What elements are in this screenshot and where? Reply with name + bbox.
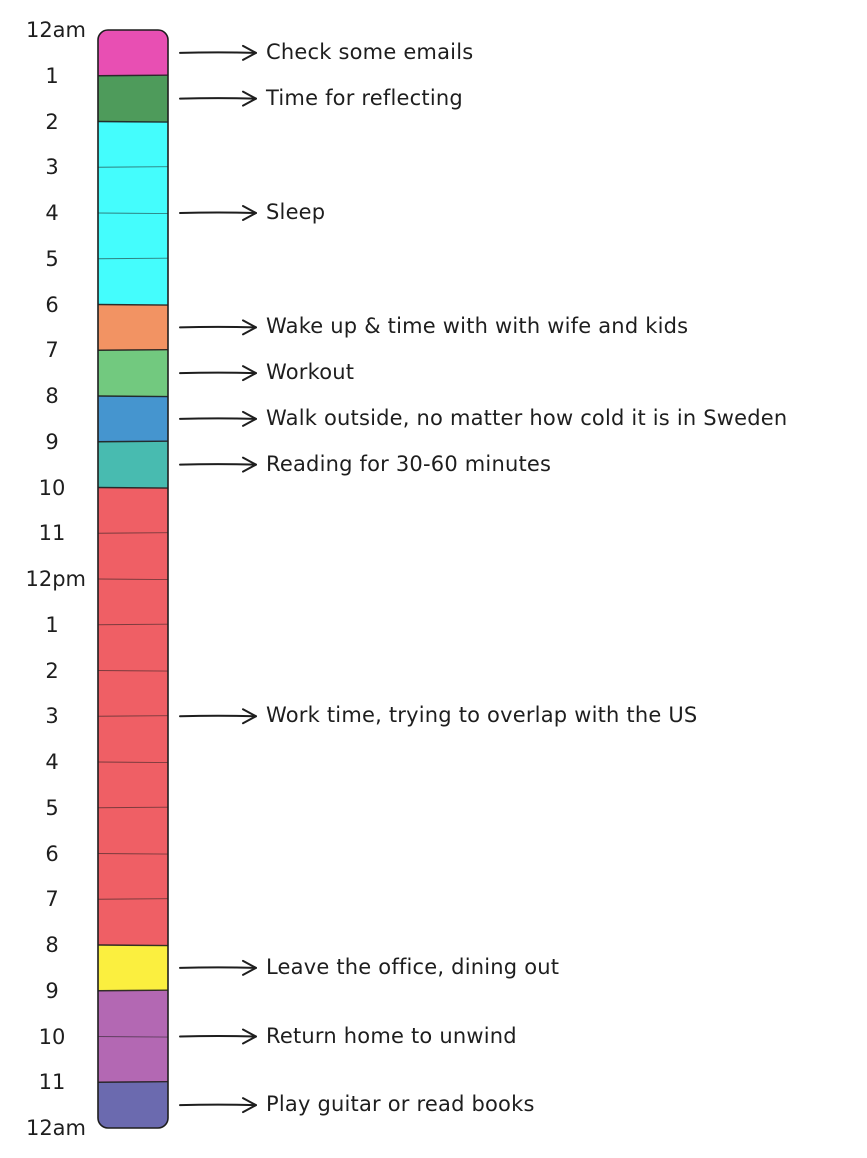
annotation-arrow [180, 320, 256, 334]
annotation-text: Leave the office, dining out [266, 954, 560, 979]
annotation-arrow [180, 46, 256, 60]
annotation-arrow [180, 961, 256, 975]
annotation-arrows [180, 46, 256, 1112]
hour-label: 3 [45, 704, 59, 729]
hour-label: 2 [45, 109, 59, 134]
hour-divider [98, 579, 168, 580]
annotation-text: Wake up & time with with wife and kids [266, 314, 689, 339]
annotation-text: Sleep [266, 200, 326, 224]
hour-divider [98, 1082, 168, 1083]
schedule-block-0 [98, 30, 168, 76]
schedule-block-3 [98, 305, 168, 351]
annotation-text: Walk outside, no matter how cold it is in Sweden [266, 405, 788, 430]
annotation-text: Work time, trying to overlap with the US [266, 703, 698, 728]
hour-label: 10 [38, 1024, 66, 1049]
annotation-arrow [180, 412, 256, 426]
schedule-block-8 [98, 945, 168, 991]
schedule-block-6 [98, 442, 168, 488]
hour-label: 9 [45, 978, 59, 1003]
hour-divider [98, 762, 168, 763]
hour-label: 1 [45, 63, 59, 88]
hour-label: 4 [45, 750, 59, 774]
annotation-text: Time for reflecting [266, 85, 463, 110]
hour-label: 8 [45, 384, 59, 408]
hour-divider [98, 488, 168, 489]
hour-divider [98, 807, 168, 808]
hour-label: 11 [38, 521, 66, 546]
hour-divider [98, 533, 168, 534]
annotation-arrow [180, 206, 256, 220]
hour-label: 4 [45, 201, 59, 225]
hour-divider [98, 624, 168, 625]
hour-label: 5 [45, 246, 59, 271]
hour-divider [98, 396, 168, 397]
hour-divider [98, 671, 168, 672]
hour-divider [98, 899, 168, 900]
hour-divider [98, 854, 168, 855]
annotation-text: Reading for 30-60 minutes [266, 451, 552, 476]
hour-divider [98, 1037, 168, 1038]
annotation-text: Workout [266, 360, 355, 385]
hour-label: 7 [45, 887, 59, 912]
annotation-arrow [180, 1098, 256, 1112]
hour-label: 11 [38, 1070, 66, 1095]
hour-divider [98, 122, 168, 123]
hour-divider [98, 350, 168, 351]
hour-divider [98, 167, 168, 168]
hour-label: 3 [45, 155, 59, 180]
hour-label: 12am [25, 1116, 86, 1140]
annotation-arrow [180, 92, 256, 106]
hour-label: 12am [25, 18, 86, 42]
hour-label: 12pm [25, 567, 86, 591]
annotation-text: Play guitar or read books [266, 1092, 535, 1117]
hour-label: 10 [38, 475, 66, 500]
annotation-text: Return home to unwind [266, 1023, 517, 1048]
schedule-block-1 [98, 76, 168, 122]
hour-label: 5 [45, 795, 59, 820]
hour-label: 2 [45, 658, 59, 683]
hour-divider [98, 305, 168, 306]
hour-label: 9 [45, 429, 59, 454]
hour-label: 7 [45, 338, 59, 363]
annotation-arrow [180, 458, 256, 472]
hour-label: 1 [45, 612, 59, 637]
hour-divider [98, 716, 168, 717]
annotation-arrow [180, 366, 256, 380]
hour-divider [98, 258, 168, 259]
hour-label: 6 [45, 841, 59, 866]
schedule-block-5 [98, 396, 168, 442]
hour-divider [98, 945, 168, 946]
hour-divider [98, 990, 168, 991]
annotation-arrow [180, 1030, 256, 1044]
hour-divider [98, 75, 168, 76]
hour-divider [98, 441, 168, 442]
annotation-text: Check some emails [266, 39, 474, 64]
hour-label: 8 [45, 933, 59, 957]
annotation-arrow [180, 709, 256, 723]
hour-label: 6 [45, 292, 59, 317]
hour-divider [98, 213, 168, 214]
schedule-block-4 [98, 350, 168, 396]
schedule-block-10 [98, 1082, 168, 1128]
